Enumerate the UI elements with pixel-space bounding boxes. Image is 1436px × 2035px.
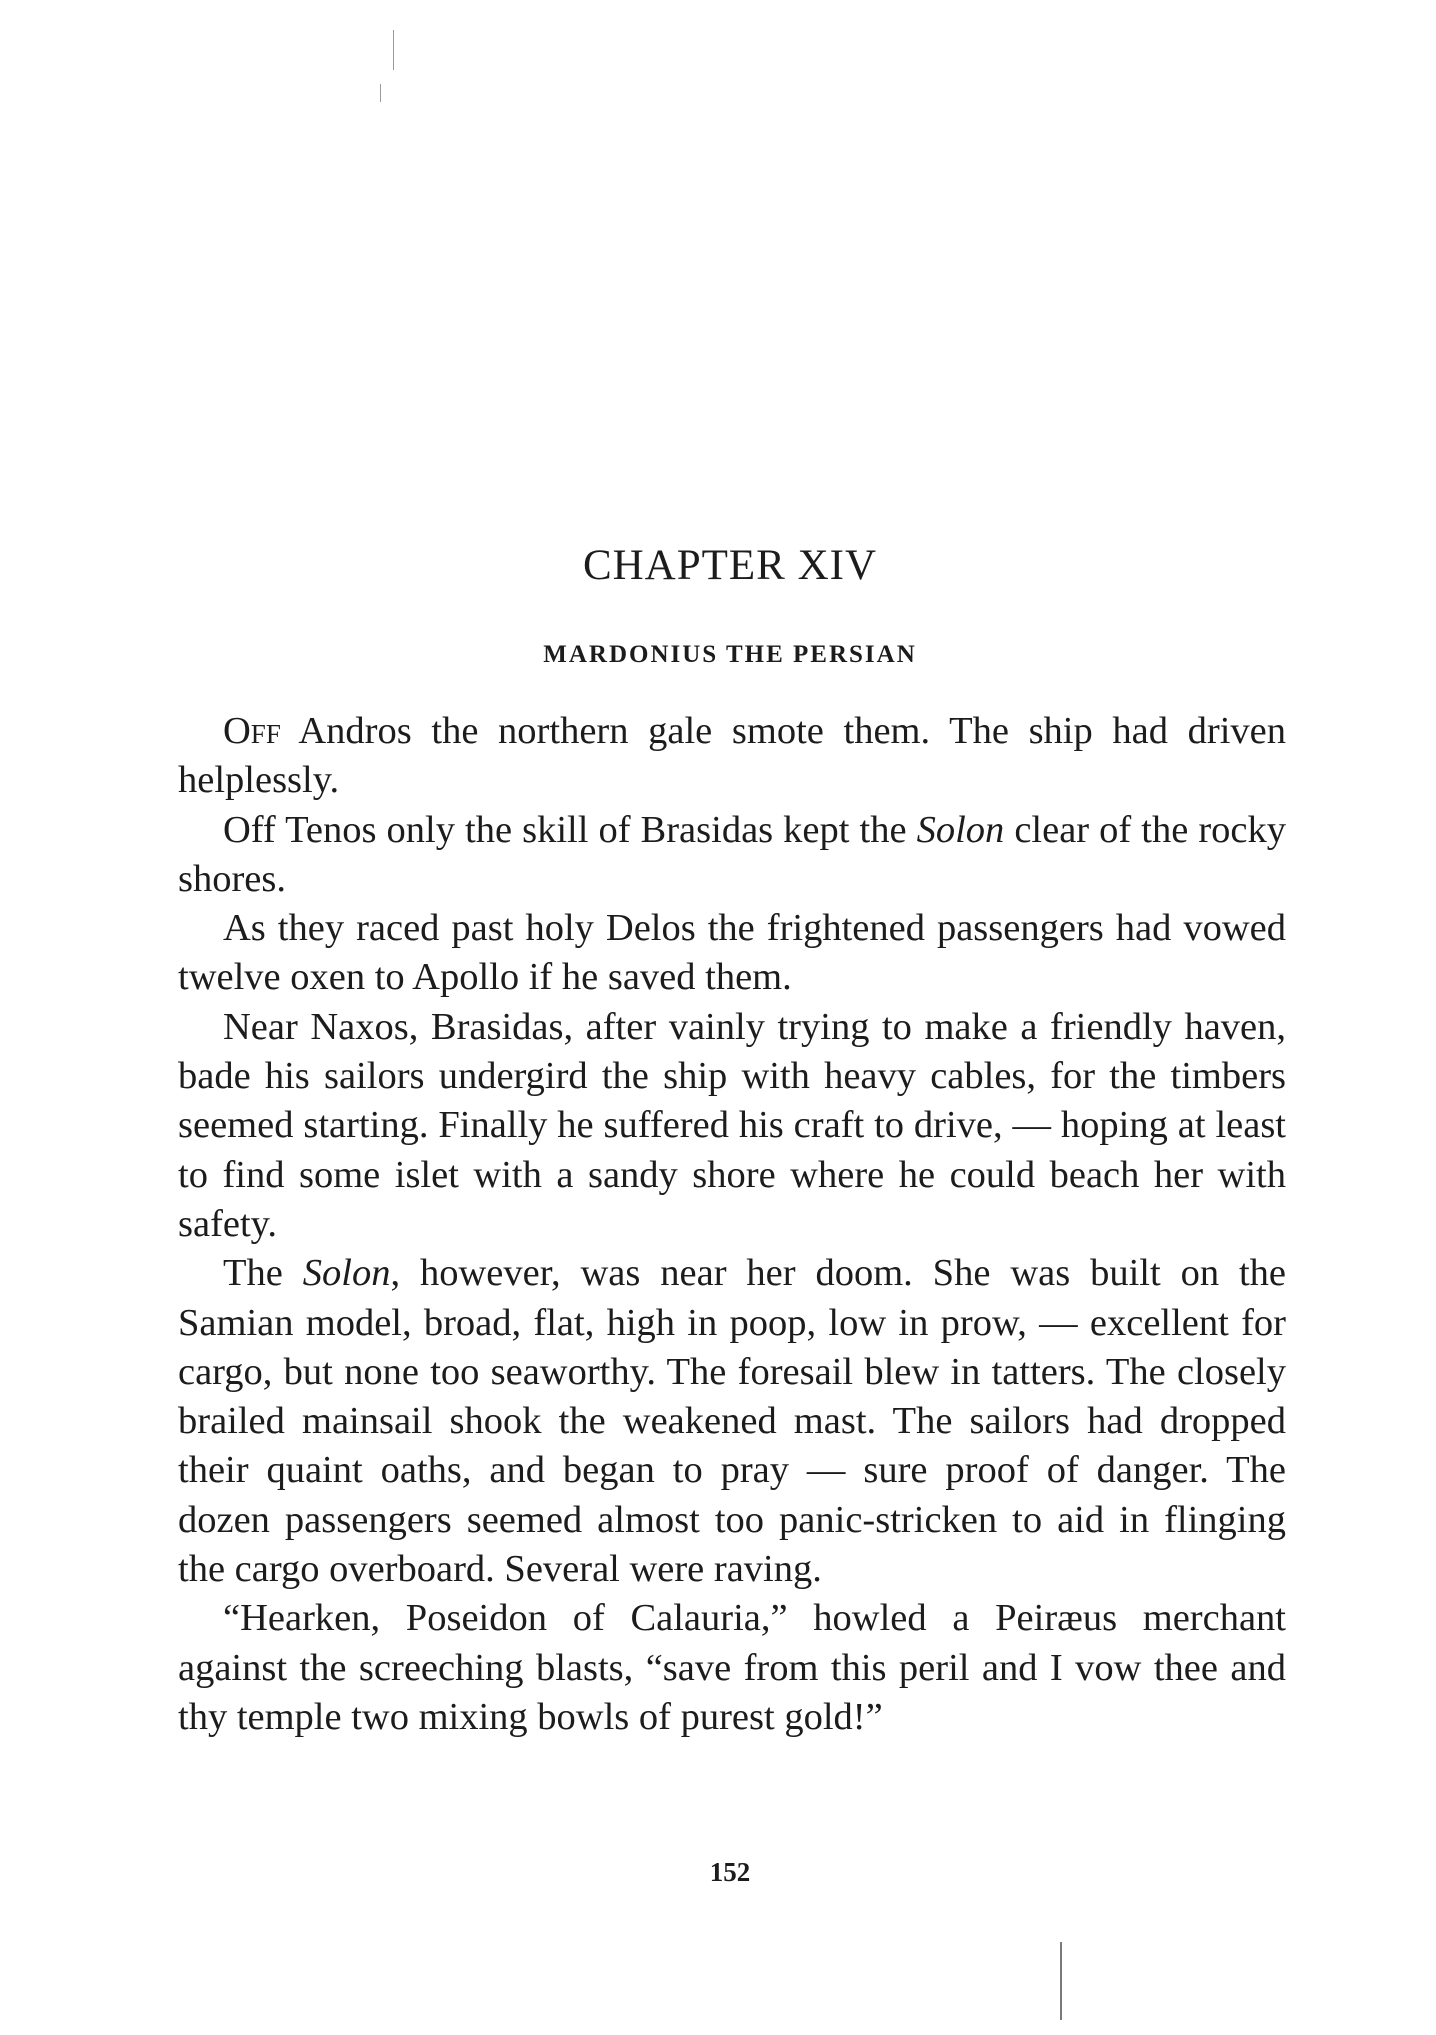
paragraph <box>178 806 1286 905</box>
paragraph-text: , however, was near her doom. She was built on the Samian model, broad, flat, high in poop, low in prow, — excellent for cargo, but none too seaworthy. The foresail blew in tatters. The closely brailed mainsail shook the weakened mast. The sailors had dropped their quaint oaths, and began to pray — sure proof of danger. The dozen passengers seemed almost too panic-stricken to aid in flinging the cargo overboard. Several were raving. <box>178 1252 1286 1591</box>
paragraph-text: Near Naxos, Brasidas, after vainly trying to make a friendly haven, bade his sailors undergird the ship with heavy cables, for the timbers seemed starting. Finally he suffered his craft to drive, — hoping at least to find some islet with a sandy shore where he could beach her with safety. <box>178 1005 1286 1245</box>
page-number: 152 <box>709 1857 751 1887</box>
paragraph-text: Andros the northern gale smote them. The ship had driven helplessly. <box>178 710 1286 802</box>
paragraph-text: Off Tenos only the skill of Brasidas kept the <box>223 808 917 851</box>
scan-mark <box>393 30 394 70</box>
paragraph <box>178 1249 1286 1594</box>
paragraph-text: “Hearken, Poseidon of Calauria,” howled a Peiræus merchant against the screeching blasts, “save from this peril and I vow thee and thy temple two mixing bowls of purest gold!” <box>178 1597 1286 1738</box>
drop-word: Off <box>223 710 281 752</box>
paragraph <box>178 707 1286 806</box>
ship-name: Solon <box>302 1252 391 1295</box>
body-text <box>178 707 1286 1742</box>
paragraph-text: clear of the rocky shores. <box>178 808 1286 900</box>
ship-name: Solon <box>916 808 1005 851</box>
paragraph-text: As they raced past holy Delos the frightened passengers had vowed twelve oxen to Apollo if he saved them. <box>178 907 1286 999</box>
paragraph <box>178 1003 1286 1249</box>
paragraph <box>178 904 1286 1003</box>
paragraph <box>178 1594 1286 1742</box>
scan-mark <box>1060 1942 1062 2020</box>
chapter-subtitle: MARDONIUS THE PERSIAN <box>543 641 917 668</box>
scan-mark <box>380 84 381 102</box>
chapter-title: CHAPTER XIV <box>582 542 878 589</box>
paragraph-text: The <box>223 1252 303 1295</box>
